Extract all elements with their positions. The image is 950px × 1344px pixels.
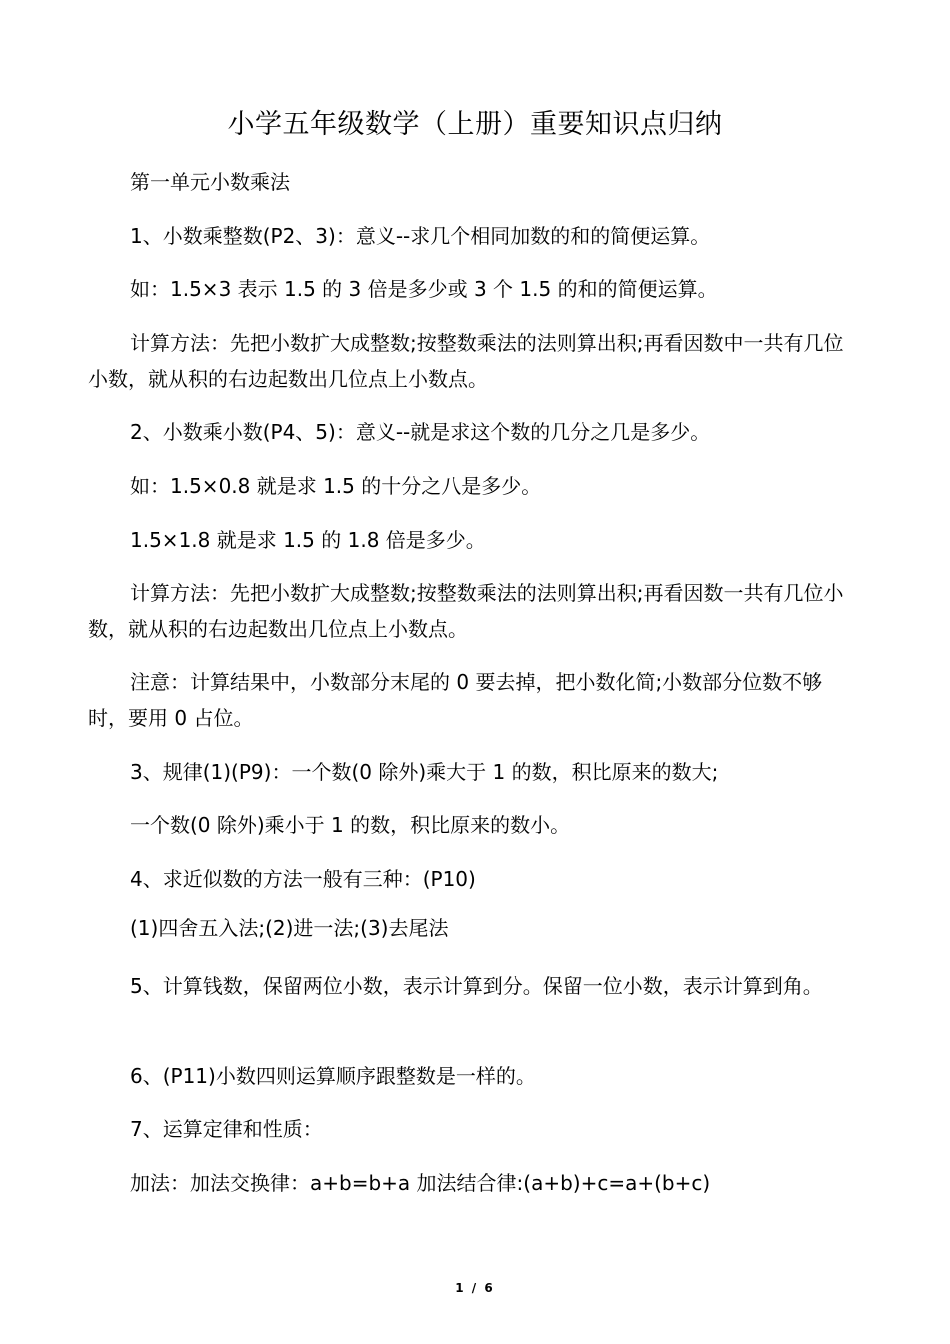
paragraph: 1.5×1.8 就是求 1.5 的 1.8 倍是多少。: [130, 528, 486, 552]
paragraph: 2、小数乘小数(P4、5)：意义--就是求这个数的几分之几是多少。: [130, 420, 711, 444]
paragraph: 计算方法：先把小数扩大成整数;按整数乘法的法则算出积;再看因数中一共有几位小数，就从积的右边起数出几位点上小数点。: [88, 331, 844, 391]
page-number: 1 / 6: [455, 1281, 495, 1295]
paragraph: 如：1.5×3 表示 1.5 的 3 倍是多少或 3 个 1.5 的和的简便运算。: [130, 277, 718, 301]
paragraph: 如：1.5×0.8 就是求 1.5 的十分之八是多少。: [130, 474, 542, 498]
paragraph: 计算方法：先把小数扩大成整数;按整数乘法的法则算出积;再看因数一共有几位小数，就从积的右边起数出几位点上小数点。: [88, 581, 844, 641]
paragraph: 4、求近似数的方法一般有三种：(P10): [130, 867, 476, 891]
document-title: 小学五年级数学（上册）重要知识点归纳: [227, 109, 723, 140]
paragraph: 7、运算定律和性质：: [130, 1117, 323, 1141]
paragraph: 6、(P11)小数四则运算顺序跟整数是一样的。: [130, 1064, 536, 1088]
paragraph: 3、规律(1)(P9)：一个数(0 除外)乘大于 1 的数，积比原来的数大;: [130, 760, 719, 784]
paragraph: 5、计算钱数，保留两位小数，表示计算到分。保留一位小数，表示计算到角。: [130, 974, 823, 998]
paragraph: (1)四舍五入法;(2)进一法;(3)去尾法: [130, 916, 449, 940]
paragraph: 加法：加法交换律：a+b=b+a 加法结合律:(a+b)+c=a+(b+c): [130, 1171, 711, 1195]
paragraph: 注意：计算结果中，小数部分末尾的 0 要去掉，把小数化简;小数部分位数不够时，要用 0 占位。: [88, 670, 823, 730]
paragraph: 1、小数乘整数(P2、3)：意义--求几个相同加数的和的简便运算。: [130, 224, 711, 248]
unit-heading: 第一单元小数乘法: [130, 170, 290, 194]
paragraph: 一个数(0 除外)乘小于 1 的数，积比原来的数小。: [130, 813, 571, 837]
